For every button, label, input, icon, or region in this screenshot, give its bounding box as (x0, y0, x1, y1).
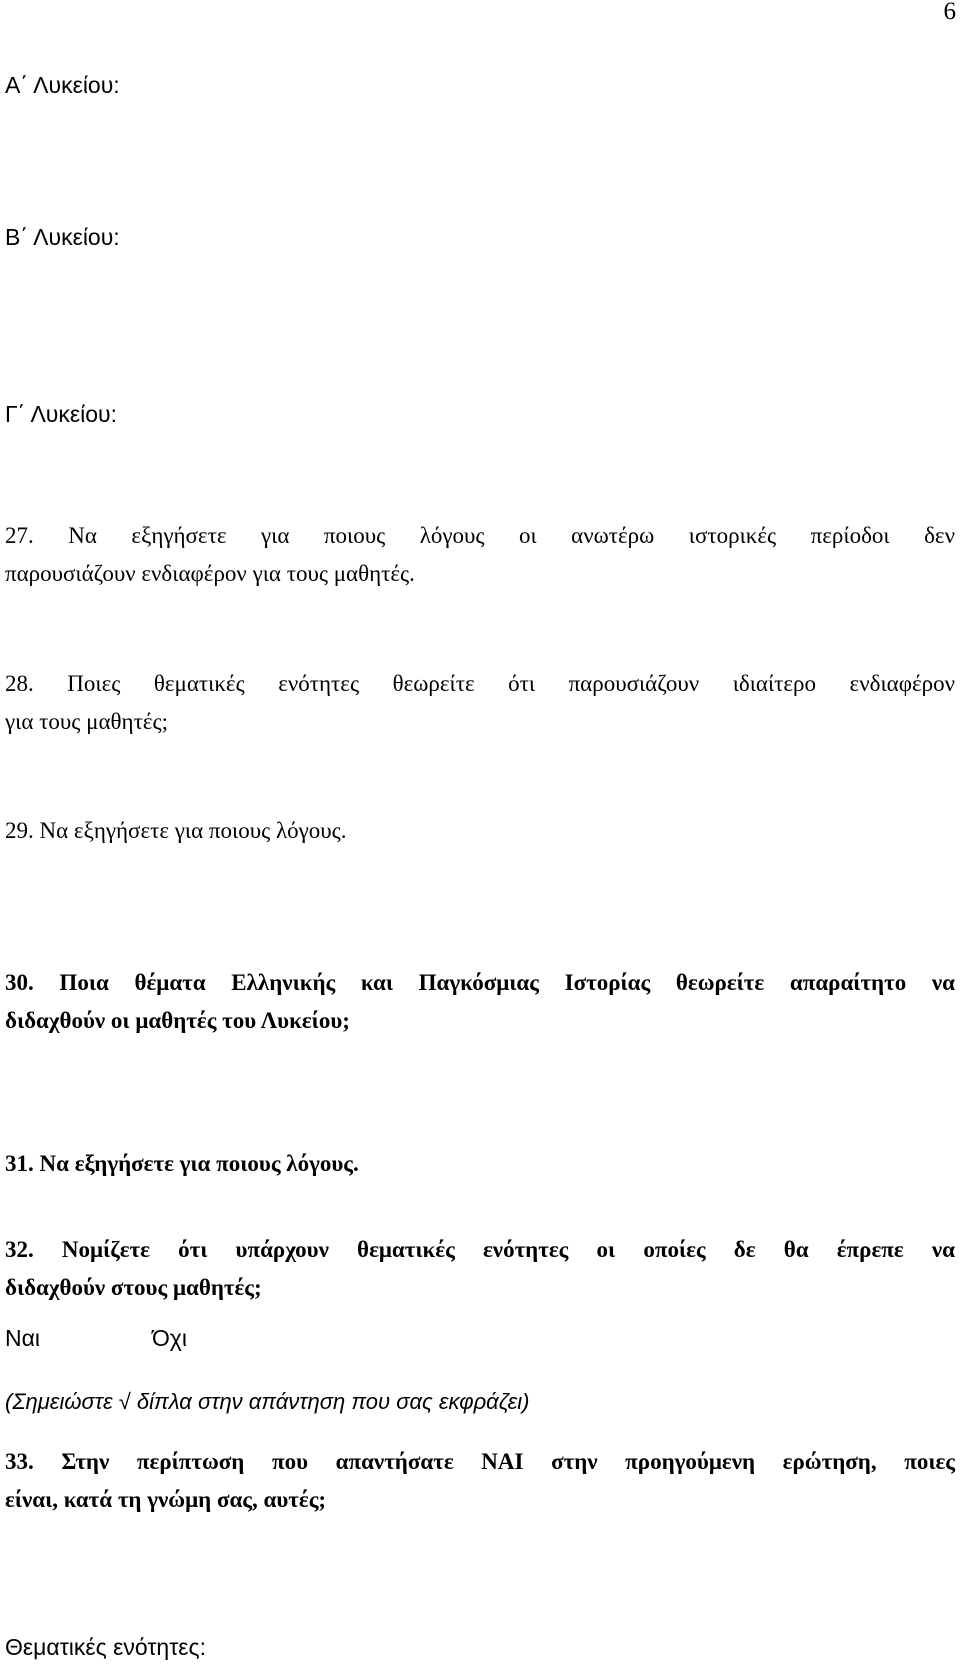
question-28-line2: για τους μαθητές; (5, 709, 168, 734)
question-30-line1: 30. Ποια θέματα Ελληνικής και Παγκόσμιας Ιστορίας θεωρείτε απαραίτητο να (5, 970, 955, 995)
question-27-line2: παρουσιάζουν ενδιαφέρον για τους μαθητές. (5, 561, 415, 586)
question-31-text: 31. Να εξηγήσετε για ποιους λόγους. (5, 1151, 359, 1176)
page-number: 6 (943, 0, 956, 25)
question-33-line2: είναι, κατά τη γνώμη σας, αυτές; (5, 1487, 327, 1512)
question-28-line1: 28. Ποιες θεματικές ενότητες θεωρείτε ότι παρουσιάζουν ιδιαίτερο ενδιαφέρον (5, 671, 955, 696)
answer-no-option: Όχι (152, 1325, 187, 1351)
question-31 (5, 1145, 955, 1183)
grade-b-label: Β΄ Λυκείου: (5, 224, 120, 250)
grade-a-label: Α΄ Λυκείου: (5, 72, 120, 98)
question-27 (5, 517, 955, 593)
grade-c-label: Γ΄ Λυκείου: (5, 401, 118, 427)
question-30-line2: διδαχθούν οι μαθητές του Λυκείου; (5, 1008, 350, 1033)
question-28 (5, 665, 955, 741)
question-33 (5, 1443, 955, 1519)
answer-yes-option: Ναι (5, 1325, 41, 1351)
topics-label: Θεματικές ενότητες: (5, 1634, 207, 1660)
question-29-text: 29. Να εξηγήσετε για ποιους λόγους. (5, 818, 347, 843)
question-32 (5, 1231, 955, 1307)
question-30 (5, 964, 955, 1040)
question-32-line1: 32. Νομίζετε ότι υπάρχουν θεματικές ενότητες οι οποίες δε θα έπρεπε να (5, 1237, 955, 1262)
question-32-line2: διδαχθούν στους μαθητές; (5, 1275, 262, 1300)
answer-instruction: (Σημειώστε √ δίπλα στην απάντηση που σας εκφράζει) (5, 1389, 530, 1414)
question-27-line1: 27. Να εξηγήσετε για ποιους λόγους οι ανωτέρω ιστορικές περίοδοι δεν (5, 523, 955, 548)
question-33-line1: 33. Στην περίπτωση που απαντήσατε ΝΑΙ στην προηγούμενη ερώτηση, ποιες (5, 1449, 955, 1474)
question-29 (5, 812, 955, 850)
